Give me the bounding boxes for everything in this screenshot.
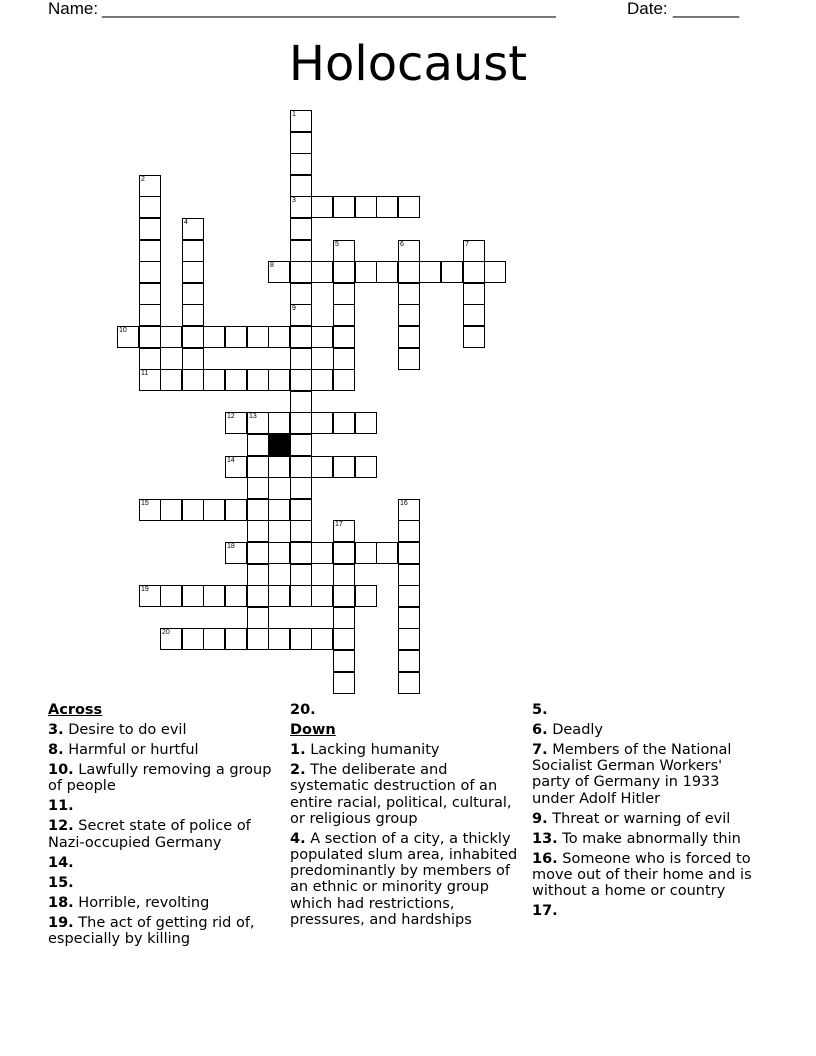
- cell-number: 1: [292, 111, 296, 118]
- crossword-cell[interactable]: [311, 412, 333, 434]
- cell-number: 8: [270, 262, 274, 269]
- crossword-cell[interactable]: [333, 326, 355, 348]
- crossword-cell[interactable]: [247, 499, 269, 521]
- across-clue-12: [48, 818, 280, 850]
- crossword-cell[interactable]: [333, 283, 355, 305]
- crossword-cell[interactable]: [398, 628, 420, 650]
- crossword-cell[interactable]: [268, 456, 290, 478]
- clue-text: Horrible, revolting: [78, 894, 210, 911]
- cell-number: 19: [141, 586, 149, 593]
- crossword-cell[interactable]: [139, 240, 161, 262]
- crossword-cell[interactable]: [247, 520, 269, 542]
- crossword-cell[interactable]: [290, 456, 312, 478]
- crossword-cell[interactable]: [139, 348, 161, 370]
- crossword-cell[interactable]: [290, 304, 312, 326]
- crossword-cell[interactable]: [333, 369, 355, 391]
- clues-column-2: [290, 702, 522, 932]
- crossword-cell[interactable]: [247, 607, 269, 629]
- clue-number: 13.: [532, 830, 558, 847]
- crossword-cell[interactable]: [182, 326, 204, 348]
- crossword-cell[interactable]: [355, 456, 377, 478]
- clue-text: Secret state of police of Nazi-occupied Germany: [48, 818, 251, 851]
- crossword-cell[interactable]: [290, 499, 312, 521]
- across-clue-14: [48, 855, 280, 871]
- clue-number: 5.: [532, 702, 548, 718]
- clue-number: 20.: [290, 702, 316, 718]
- crossword-cell[interactable]: [117, 326, 139, 348]
- cell-number: 9: [292, 305, 296, 312]
- clue-number: 3.: [48, 722, 64, 739]
- crossword-cell[interactable]: [398, 326, 420, 348]
- clue-text: Desire to do evil: [68, 722, 187, 739]
- crossword-cell[interactable]: [311, 261, 333, 283]
- crossword-cell[interactable]: [247, 542, 269, 564]
- crossword-cell[interactable]: [311, 628, 333, 650]
- crossword-cell[interactable]: [182, 499, 204, 521]
- crossword-cell[interactable]: [290, 110, 312, 132]
- crossword-cell[interactable]: [398, 585, 420, 607]
- down-clue-7: [532, 742, 764, 807]
- clue-number: 11.: [48, 798, 74, 815]
- clue-number: 12.: [48, 818, 74, 835]
- clue-text: Someone who is forced to move out of their home and is without a home or country: [532, 850, 752, 900]
- cell-number: 14: [227, 457, 235, 464]
- crossword-cell[interactable]: [182, 240, 204, 262]
- crossword-cell[interactable]: [290, 261, 312, 283]
- cell-number: 16: [400, 500, 408, 507]
- crossword-cell[interactable]: [333, 240, 355, 262]
- crossword-cell[interactable]: [290, 240, 312, 262]
- crossword-cell[interactable]: [333, 412, 355, 434]
- cell-number: 7: [465, 241, 469, 248]
- crossword-cell[interactable]: [463, 304, 485, 326]
- crossword-cell[interactable]: [333, 261, 355, 283]
- crossword-cell[interactable]: [398, 542, 420, 564]
- crossword-cell[interactable]: [290, 412, 312, 434]
- crossword-cell[interactable]: [398, 196, 420, 218]
- across-clue-15: [48, 875, 280, 891]
- crossword-cell[interactable]: [247, 628, 269, 650]
- across-clue-18: [48, 895, 280, 911]
- across-clue-19: [48, 915, 280, 947]
- crossword-cell[interactable]: [463, 261, 485, 283]
- crossword-cell[interactable]: [139, 304, 161, 326]
- crossword-cell[interactable]: [160, 499, 182, 521]
- crossword-cell[interactable]: [203, 585, 225, 607]
- clue-number: 14.: [48, 854, 74, 871]
- crossword-cell[interactable]: [398, 650, 420, 672]
- across-clue-11: [48, 798, 280, 814]
- crossword-cell[interactable]: [182, 304, 204, 326]
- cell-number: 17: [335, 521, 343, 528]
- down-clue-6: [532, 722, 764, 738]
- crossword-cell[interactable]: [441, 261, 463, 283]
- crossword-cell[interactable]: [139, 326, 161, 348]
- crossword-cell[interactable]: [355, 542, 377, 564]
- crossword-cell[interactable]: [376, 542, 398, 564]
- crossword-cell[interactable]: [160, 369, 182, 391]
- crossword-cell[interactable]: [290, 585, 312, 607]
- crossword-cell[interactable]: [225, 542, 247, 564]
- across-clue-3: [48, 722, 280, 738]
- crossword-cell[interactable]: [139, 261, 161, 283]
- crossword-cell[interactable]: [333, 672, 355, 694]
- clue-text: Deadly: [552, 722, 604, 738]
- date-field[interactable]: _______: [673, 0, 740, 18]
- clue-number: 15.: [48, 874, 74, 891]
- crossword-cell[interactable]: [203, 628, 225, 650]
- crossword-cell[interactable]: [376, 196, 398, 218]
- crossword-cell[interactable]: [398, 283, 420, 305]
- crossword-cell[interactable]: [355, 585, 377, 607]
- crossword-cell[interactable]: [290, 542, 312, 564]
- clue-number: 8.: [48, 742, 64, 759]
- crossword-cell[interactable]: [290, 369, 312, 391]
- crossword-cell[interactable]: [247, 326, 269, 348]
- clue-text: Lawfully removing a group of people: [48, 762, 272, 795]
- crossword-cell[interactable]: [333, 196, 355, 218]
- crossword-cell[interactable]: [247, 456, 269, 478]
- crossword-cell[interactable]: [355, 261, 377, 283]
- clue-number: 6.: [532, 722, 548, 738]
- cell-number: 18: [227, 543, 235, 550]
- clue-text: The act of getting rid of, especially by killing: [48, 914, 255, 947]
- cell-number: 13: [249, 413, 257, 420]
- crossword-cell[interactable]: [225, 628, 247, 650]
- crossword-cell[interactable]: [333, 628, 355, 650]
- crossword-cell[interactable]: [182, 218, 204, 240]
- clue-text: To make abnormally thin: [562, 830, 741, 847]
- crossword-cell[interactable]: [268, 261, 290, 283]
- cell-number: 11: [141, 370, 149, 377]
- clue-number: 10.: [48, 762, 74, 779]
- down-clue-9: [532, 811, 764, 827]
- crossword-cell[interactable]: [333, 348, 355, 370]
- crossword-cell[interactable]: [247, 477, 269, 499]
- clues-column-1: [48, 702, 280, 951]
- cell-number: 10: [119, 327, 127, 334]
- clue-number: 17.: [532, 903, 558, 920]
- crossword-cell[interactable]: [484, 261, 506, 283]
- crossword-cell[interactable]: [182, 283, 204, 305]
- crossword-cell[interactable]: [139, 283, 161, 305]
- date-label: Date:: [627, 0, 668, 18]
- crossword-cell[interactable]: [398, 261, 420, 283]
- crossword-cell[interactable]: [355, 412, 377, 434]
- crossword-cell[interactable]: [290, 218, 312, 240]
- crossword-cell[interactable]: [225, 369, 247, 391]
- down-clue-2: [290, 762, 522, 827]
- clue-number: 1.: [290, 742, 306, 759]
- crossword-cell[interactable]: [225, 326, 247, 348]
- crossword-cell[interactable]: [290, 628, 312, 650]
- crossword-cell[interactable]: [268, 499, 290, 521]
- clue-text: Harmful or hurtful: [68, 742, 199, 759]
- crossword-cell[interactable]: [247, 564, 269, 586]
- across-clue-20: [290, 702, 522, 718]
- crossword-cell[interactable]: [139, 196, 161, 218]
- crossword-cell[interactable]: [160, 628, 182, 650]
- crossword-cell[interactable]: [333, 542, 355, 564]
- crossword-cell[interactable]: [268, 326, 290, 348]
- crossword-cell[interactable]: [139, 175, 161, 197]
- crossword-cell[interactable]: [333, 456, 355, 478]
- cell-number: 6: [400, 241, 404, 248]
- crossword-cell[interactable]: [398, 607, 420, 629]
- clue-text: Lacking humanity: [310, 742, 440, 759]
- crossword-cell[interactable]: [290, 391, 312, 413]
- down-clue-1: [290, 742, 522, 758]
- crossword-cell[interactable]: [333, 585, 355, 607]
- crossword-cell[interactable]: [311, 585, 333, 607]
- crossword-cell[interactable]: [290, 564, 312, 586]
- down-clue-16: [532, 851, 764, 900]
- crossword-cell[interactable]: [398, 672, 420, 694]
- clue-text: Members of the National Socialist German Workers' party of Germany in 1933 under Adolf Hitler: [532, 742, 732, 807]
- crossword-cell[interactable]: [225, 456, 247, 478]
- crossword-cell[interactable]: [268, 628, 290, 650]
- crossword-cell[interactable]: [290, 434, 312, 456]
- down-clue-5: [532, 702, 764, 718]
- clue-number: 4.: [290, 830, 306, 847]
- crossword-cell[interactable]: [247, 412, 269, 434]
- across-clue-8: [48, 742, 280, 758]
- crossword-black-cell: [268, 434, 290, 456]
- crossword-cell[interactable]: [203, 499, 225, 521]
- crossword-cell[interactable]: [333, 650, 355, 672]
- crossword-cell[interactable]: [311, 369, 333, 391]
- puzzle-title: Holocaust: [288, 36, 528, 92]
- across-clue-10: [48, 762, 280, 794]
- crossword-cell[interactable]: [333, 564, 355, 586]
- crossword-cell[interactable]: [290, 520, 312, 542]
- name-field[interactable]: ________________________________________________: [102, 0, 556, 18]
- clue-text: The deliberate and systematic destruction of an entire racial, political, cultural, or religious group: [290, 762, 512, 827]
- down-heading: Down: [290, 722, 336, 738]
- crossword-cell[interactable]: [225, 412, 247, 434]
- crossword-cell[interactable]: [290, 153, 312, 175]
- crossword-cell[interactable]: [160, 326, 182, 348]
- cell-number: 4: [184, 219, 188, 226]
- crossword-cell[interactable]: [398, 499, 420, 521]
- crossword-cell[interactable]: [268, 585, 290, 607]
- crossword-cell[interactable]: [398, 520, 420, 542]
- crossword-cell[interactable]: [247, 369, 269, 391]
- crossword-cell[interactable]: [225, 585, 247, 607]
- clue-number: 2.: [290, 762, 306, 779]
- crossword-cell[interactable]: [398, 348, 420, 370]
- clue-number: 16.: [532, 850, 558, 867]
- cell-number: 3: [292, 197, 296, 204]
- crossword-cell[interactable]: [463, 240, 485, 262]
- crossword-cell[interactable]: [333, 304, 355, 326]
- cell-number: 2: [141, 176, 145, 183]
- clue-number: 9.: [532, 810, 548, 827]
- cell-number: 5: [335, 241, 339, 248]
- down-clue-4: [290, 831, 522, 928]
- crossword-cell[interactable]: [376, 261, 398, 283]
- crossword-cell[interactable]: [419, 261, 441, 283]
- clue-number: 19.: [48, 914, 74, 931]
- crossword-cell[interactable]: [290, 283, 312, 305]
- crossword-cell[interactable]: [290, 196, 312, 218]
- cell-number: 12: [227, 413, 235, 420]
- crossword-cell[interactable]: [160, 585, 182, 607]
- crossword-cell[interactable]: [355, 196, 377, 218]
- crossword-cell[interactable]: [203, 326, 225, 348]
- clues-column-3: [532, 702, 764, 923]
- crossword-cell[interactable]: [290, 132, 312, 154]
- crossword-cell[interactable]: [398, 304, 420, 326]
- crossword-cell[interactable]: [463, 283, 485, 305]
- crossword-cell[interactable]: [139, 369, 161, 391]
- crossword-cell[interactable]: [290, 477, 312, 499]
- crossword-cell[interactable]: [268, 542, 290, 564]
- crossword-cell[interactable]: [139, 585, 161, 607]
- crossword-cell[interactable]: [182, 261, 204, 283]
- crossword-cell[interactable]: [268, 369, 290, 391]
- crossword-cell[interactable]: [333, 520, 355, 542]
- name-label: Name:: [48, 0, 99, 18]
- crossword-cell[interactable]: [311, 542, 333, 564]
- crossword-cell[interactable]: [311, 326, 333, 348]
- clue-text: Threat or warning of evil: [552, 810, 731, 827]
- crossword-cell[interactable]: [290, 175, 312, 197]
- crossword-cell[interactable]: [203, 369, 225, 391]
- clue-text: A section of a city, a thickly populated slum area, inhabited predominantly by members of an ethnic or minority group which had restrictions, pressures, and hardships: [290, 830, 518, 928]
- crossword-cell[interactable]: [139, 218, 161, 240]
- crossword-cell[interactable]: [398, 240, 420, 262]
- crossword-cell[interactable]: [398, 564, 420, 586]
- crossword-cell[interactable]: [463, 326, 485, 348]
- down-clue-17: [532, 903, 764, 919]
- cell-number: 15: [141, 500, 149, 507]
- clue-number: 18.: [48, 894, 74, 911]
- crossword-cell[interactable]: [290, 326, 312, 348]
- crossword-cell[interactable]: [247, 585, 269, 607]
- crossword-cell[interactable]: [290, 348, 312, 370]
- across-heading: Across: [48, 702, 103, 718]
- cell-number: 20: [162, 629, 170, 636]
- crossword-cell[interactable]: [139, 499, 161, 521]
- down-clue-13: [532, 831, 764, 847]
- crossword-cell[interactable]: [182, 369, 204, 391]
- crossword-cell[interactable]: [182, 348, 204, 370]
- crossword-cell[interactable]: [182, 585, 204, 607]
- crossword-cell[interactable]: [225, 499, 247, 521]
- crossword-cell[interactable]: [333, 607, 355, 629]
- crossword-cell[interactable]: [182, 628, 204, 650]
- crossword-cell[interactable]: [311, 196, 333, 218]
- crossword-cell[interactable]: [247, 434, 269, 456]
- crossword-cell[interactable]: [268, 412, 290, 434]
- clue-number: 7.: [532, 742, 548, 758]
- crossword-cell[interactable]: [311, 456, 333, 478]
